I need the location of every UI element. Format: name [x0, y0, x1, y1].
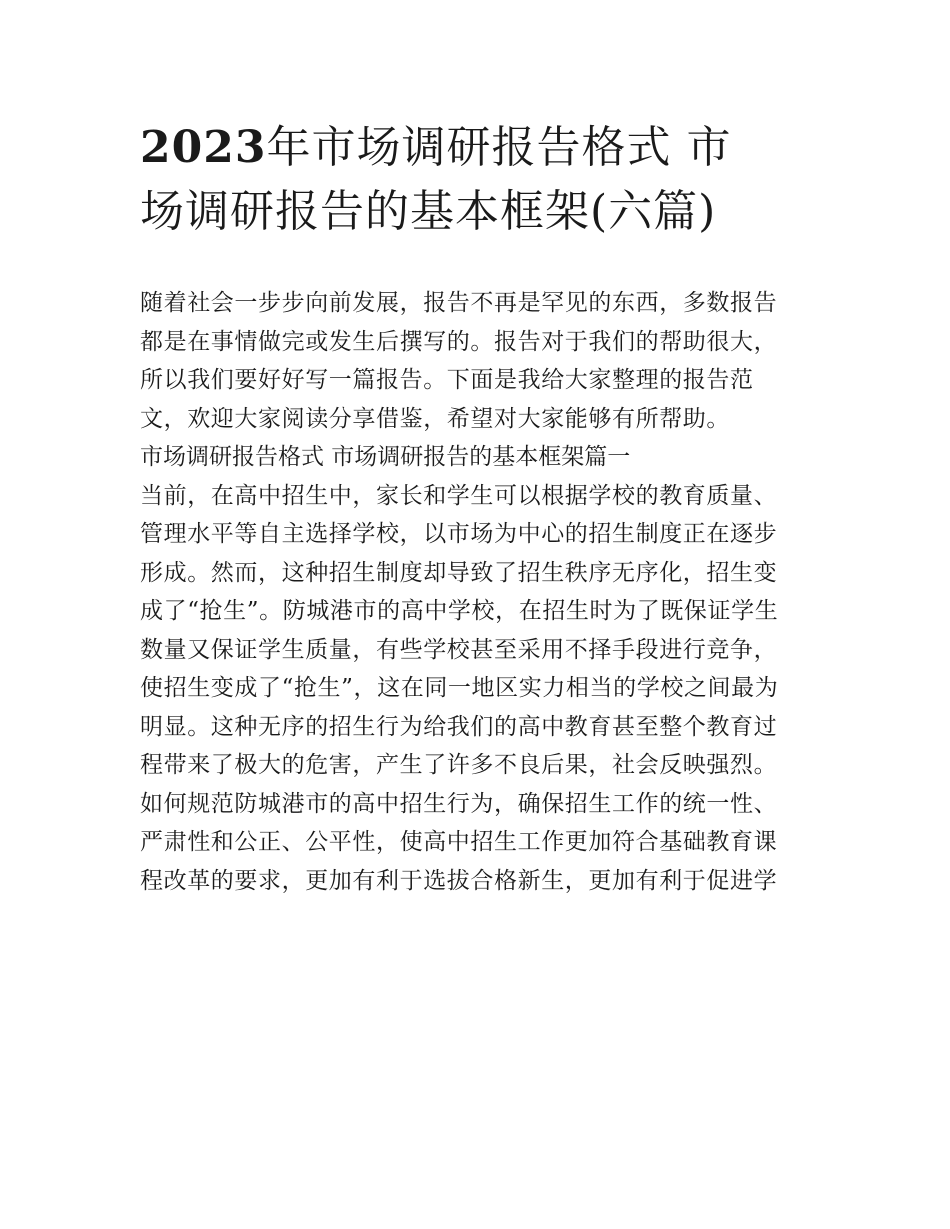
section-heading: 市场调研报告格式 市场调研报告的基本框架篇一 [140, 444, 631, 470]
section-line: 程改革的要求，更加有利于选拔合格新生，更加有利于促进学 [140, 867, 778, 894]
section-line: 当前，在高中招生中，家长和学生可以根据学校的教育质量、 [140, 482, 778, 509]
section-line: 严肃性和公正、公平性，使高中招生工作更加符合基础教育课 [140, 829, 778, 855]
section-line: 程带来了极大的危害，产生了许多不良后果，社会反映强烈。 [140, 752, 778, 778]
intro-line: 随着社会一步步向前发展，报告不再是罕见的东西，多数报告 [140, 290, 778, 316]
title-line-1 [140, 116, 820, 180]
section-line: 形成。然而，这种招生制度却导致了招生秩序无序化，招生变 [140, 559, 778, 586]
title-line-1-text: 年市场调研报告格式 市 [266, 122, 732, 173]
intro-line: 都是在事情做完或发生后撰写的。报告对于我们的帮助很大， [140, 328, 778, 355]
title-year: 2023 [140, 122, 267, 173]
intro-line: 所以我们要好好写一篇报告。下面是我给大家整理的报告范 [140, 367, 754, 393]
document-body [140, 284, 820, 900]
section-line: 数量又保证学生质量，有些学校甚至采用不择手段进行竞争， [140, 636, 778, 663]
section-line: 使招生变成了“抢生”，这在同一地区实力相当的学校之间最为 [140, 675, 779, 701]
section-line: 明显。这种无序的招生行为给我们的高中教育甚至整个教育过 [140, 713, 778, 740]
section-line: 管理水平等自主选择学校，以市场为中心的招生制度正在逐步 [140, 521, 778, 547]
intro-line: 文，欢迎大家阅读分享借鉴，希望对大家能够有所帮助。 [140, 405, 730, 432]
document-title [140, 116, 820, 244]
title-line-2: 场调研报告的基本框架(六篇) [140, 186, 717, 237]
section-line: 如何规范防城港市的高中招生行为，确保招生工作的统一性、 [140, 790, 778, 817]
section-line: 成了“抢生”。防城港市的高中学校，在招生时为了既保证学生 [140, 598, 779, 624]
